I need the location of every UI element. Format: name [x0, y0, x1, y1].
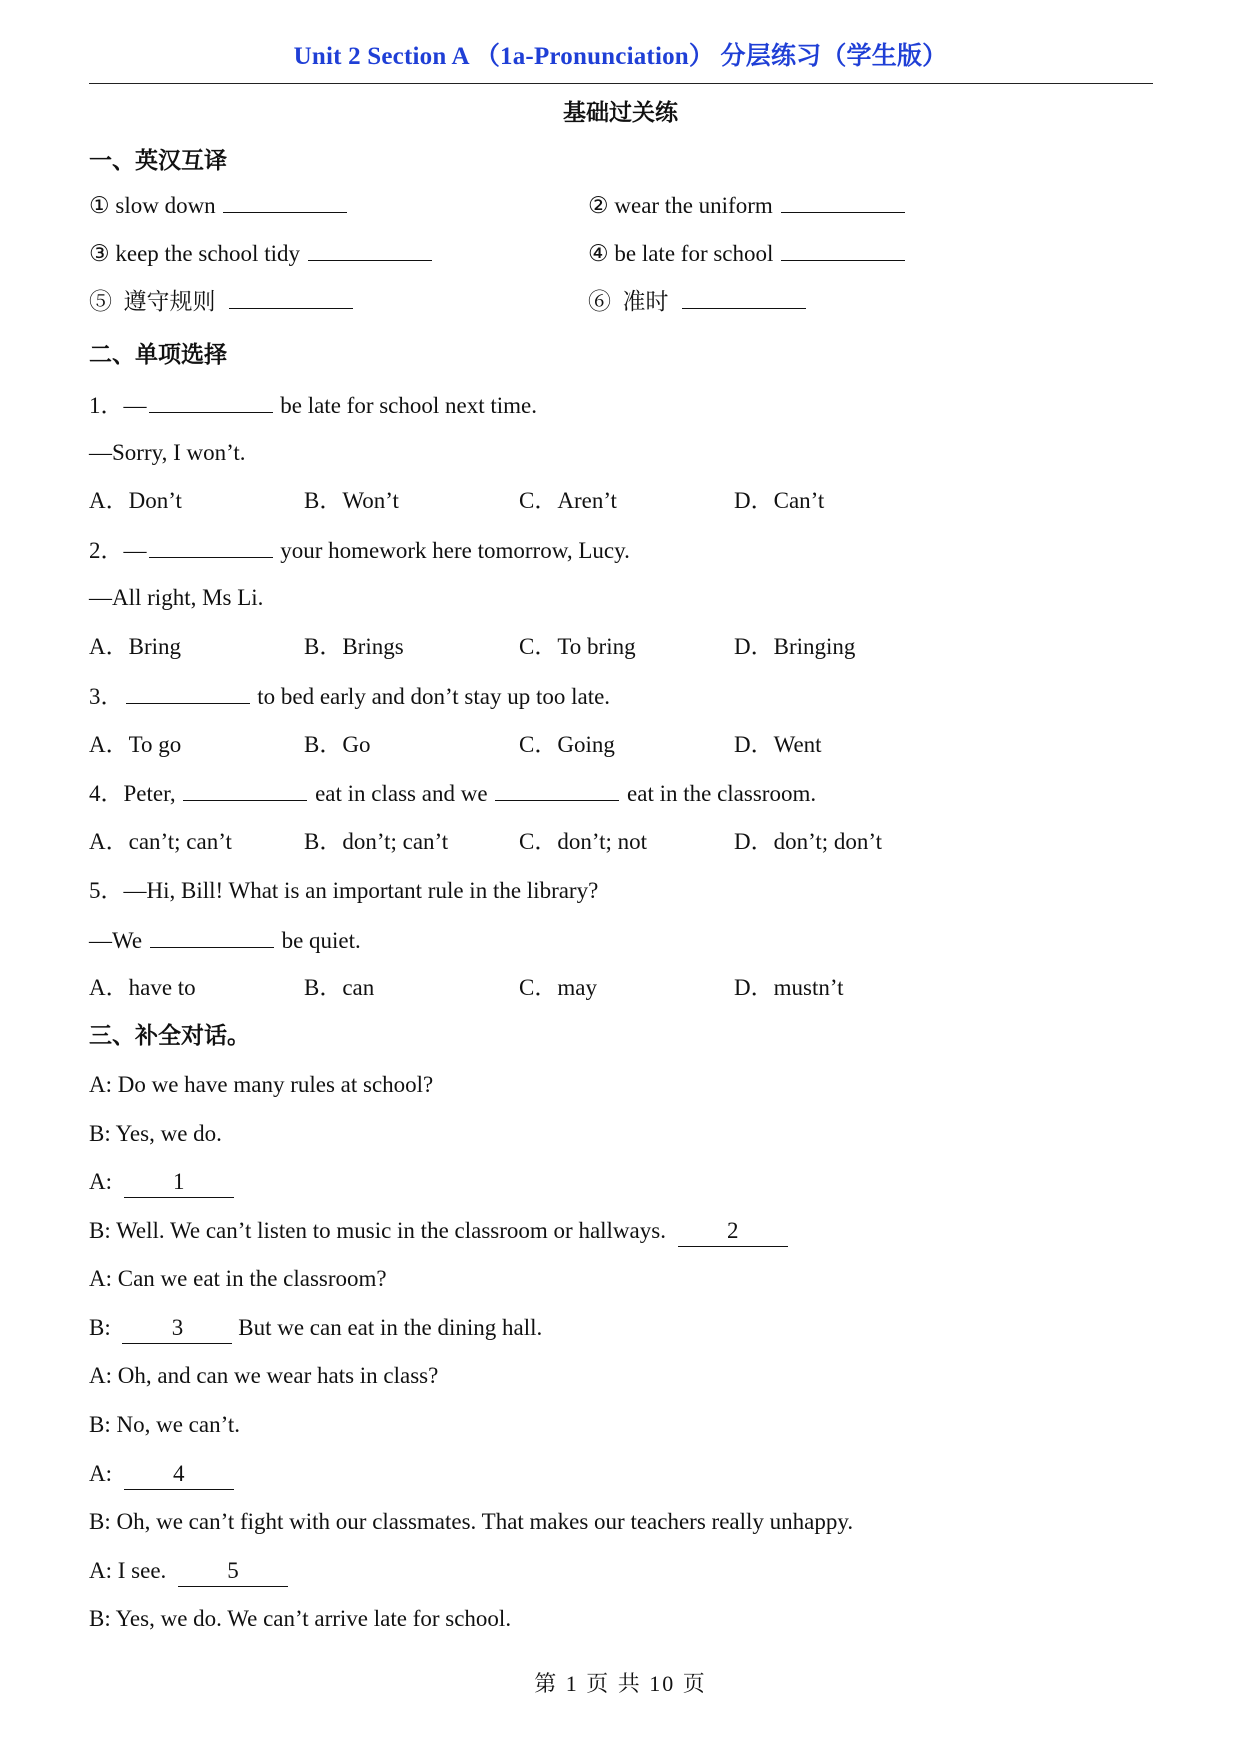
part3-title: 三、补全对话。 [89, 1023, 250, 1048]
question-4-option-c[interactable]: C．don’t; not [519, 829, 648, 854]
question-2-option-d[interactable]: D．Bringing [734, 634, 856, 659]
answer-blank[interactable] [149, 390, 273, 413]
item-text: keep the school tidy [115, 241, 300, 266]
dialogue-line: A: Do we have many rules at school? [89, 1072, 434, 1097]
question-3-option-a[interactable]: A．To go [89, 732, 182, 757]
question-1-option-b[interactable]: B．Won’t [304, 488, 399, 513]
item-number: ④ [588, 241, 609, 266]
answer-blank[interactable] [781, 238, 905, 261]
answer-blank[interactable] [495, 778, 619, 801]
question-5-option-b[interactable]: B．can [304, 975, 375, 1000]
dialogue-line: A: Oh, and can we wear hats in class? [89, 1363, 439, 1388]
question-2-option-b[interactable]: B．Brings [304, 634, 404, 659]
part2-title: 二、单项选择 [89, 342, 227, 367]
answer-blank[interactable] [781, 190, 905, 213]
answer-blank[interactable] [308, 238, 432, 261]
question-1-option-c[interactable]: C．Aren’t [519, 488, 617, 513]
question-1-option-a[interactable]: A．Don’t [89, 488, 182, 513]
item-text: slow down [115, 193, 216, 218]
question-2-option-c[interactable]: C．To bring [519, 634, 636, 659]
dialogue-line: B: Well. We can’t listen to music in the classroom or hallways. 2 [89, 1216, 788, 1247]
item-number: ⑥ [588, 289, 611, 314]
dialogue-line: A: 4 [89, 1459, 234, 1490]
item-text: be late for school [614, 241, 774, 266]
question-2-option-a[interactable]: A．Bring [89, 634, 181, 659]
answer-blank[interactable] [229, 286, 353, 309]
dialogue-blank-1[interactable]: 1 [124, 1167, 234, 1198]
item-text: 准时 [622, 289, 669, 314]
header-divider [89, 83, 1153, 84]
dialogue-line: B: No, we can’t. [89, 1412, 240, 1437]
dialogue-blank-4[interactable]: 4 [124, 1459, 234, 1490]
question-5-stem: 5．—Hi, Bill! What is an important rule in the library? [89, 878, 599, 903]
translation-item-6 [588, 286, 808, 317]
question-3-option-b[interactable]: B．Go [304, 732, 371, 757]
translation-item-5 [89, 286, 355, 317]
question-3-option-c[interactable]: C．Going [519, 732, 615, 757]
section-heading: 基础过关练 [563, 100, 678, 125]
dialogue-line: B: Oh, we can’t fight with our classmates. That makes our teachers really unhappy. [89, 1509, 854, 1534]
item-text: 遵守规则 [123, 289, 216, 314]
answer-blank[interactable] [183, 778, 307, 801]
question-3-stem: 3． to bed early and don’t stay up too late. [89, 681, 610, 712]
question-1-option-d[interactable]: D．Can’t [734, 488, 825, 513]
answer-blank[interactable] [682, 286, 806, 309]
question-5-reply: —We be quiet. [89, 925, 361, 956]
document-title: Unit 2 Section A （1a-Pronunciation） 分层练习（学生版） [293, 43, 948, 70]
question-4-option-a[interactable]: A．can’t; can’t [89, 829, 232, 854]
question-2-reply: —All right, Ms Li. [89, 585, 264, 610]
dialogue-line: A: I see. 5 [89, 1556, 288, 1587]
question-5-option-a[interactable]: A．have to [89, 975, 196, 1000]
question-1-reply: —Sorry, I won’t. [89, 440, 246, 465]
answer-blank[interactable] [149, 535, 273, 558]
dialogue-blank-2[interactable]: 2 [678, 1216, 788, 1247]
answer-blank[interactable] [126, 681, 250, 704]
item-number: ⑤ [89, 289, 112, 314]
dialogue-line: B: Yes, we do. We can’t arrive late for school. [89, 1606, 512, 1631]
translation-item-1 [89, 190, 349, 221]
translation-item-3 [89, 238, 434, 269]
answer-blank[interactable] [223, 190, 347, 213]
page-number: 第 1 页 共 10 页 [534, 1671, 707, 1696]
dialogue-blank-5[interactable]: 5 [178, 1556, 288, 1587]
question-2-stem: 2．— your homework here tomorrow, Lucy. [89, 535, 630, 566]
question-3-option-d[interactable]: D．Went [734, 732, 822, 757]
translation-item-2 [588, 190, 907, 221]
item-number: ③ [89, 241, 110, 266]
question-4-option-d[interactable]: D．don’t; don’t [734, 829, 883, 854]
item-text: wear the uniform [614, 193, 773, 218]
item-number: ① [89, 193, 110, 218]
translation-item-4 [588, 238, 907, 269]
dialogue-line: A: 1 [89, 1167, 234, 1198]
dialogue-line: B: 3 But we can eat in the dining hall. [89, 1313, 542, 1344]
dialogue-line: A: Can we eat in the classroom? [89, 1266, 387, 1291]
answer-blank[interactable] [150, 925, 274, 948]
question-4-stem: 4．Peter, eat in class and we eat in the classroom. [89, 778, 816, 809]
question-5-option-c[interactable]: C．may [519, 975, 597, 1000]
question-4-option-b[interactable]: B．don’t; can’t [304, 829, 449, 854]
part1-title: 一、英汉互译 [89, 148, 227, 173]
dialogue-blank-3[interactable]: 3 [122, 1313, 232, 1344]
question-5-option-d[interactable]: D．mustn’t [734, 975, 844, 1000]
question-1-stem: 1．— be late for school next time. [89, 390, 537, 421]
item-number: ② [588, 193, 609, 218]
dialogue-line: B: Yes, we do. [89, 1121, 222, 1146]
